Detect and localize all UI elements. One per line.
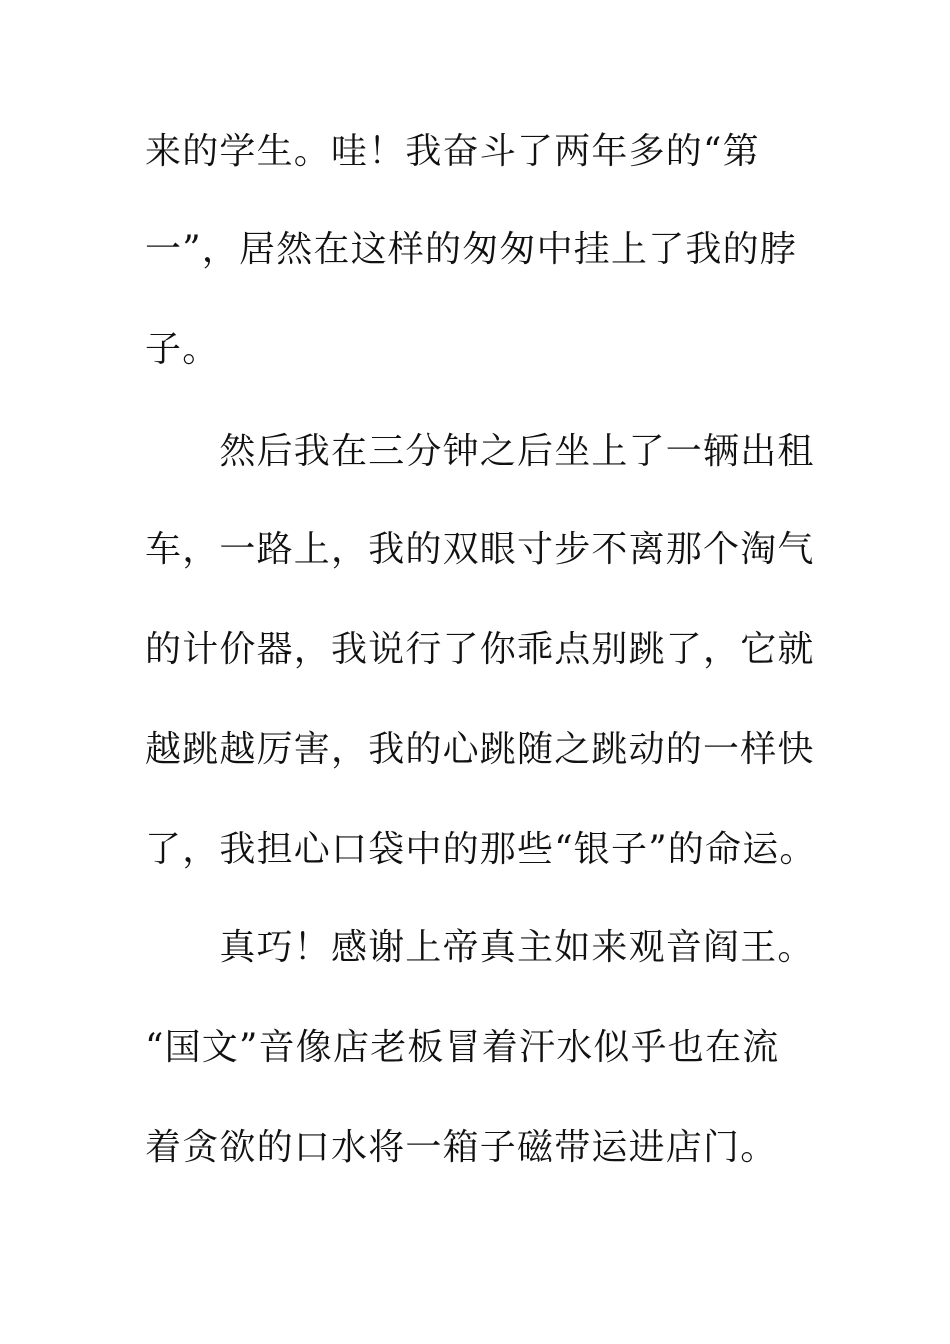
text-line-5: 车，一路上，我的双眼寸步不离那个淘气 [145, 529, 815, 570]
text-line-1: 来的学生。哇！我奋斗了两年多的“第 [145, 131, 760, 172]
text-line-3: 子。 [145, 329, 220, 370]
text-line-11: 着贪欲的口水将一箱子磁带运进店门。 [145, 1127, 778, 1168]
text-line-4: 然后我在三分钟之后坐上了一辆出租 [145, 431, 815, 472]
text-line-2: 一”，居然在这样的匆匆中挂上了我的脖 [145, 229, 798, 270]
text-line-8: 了，我担心口袋中的那些“银子”的命运。 [145, 829, 817, 870]
text-line-6: 的计价器，我说行了你乖点别跳了，它就 [145, 629, 815, 670]
text-line-10: “国文”音像店老板冒着汗水似乎也在流 [145, 1027, 780, 1068]
text-line-7: 越跳越厉害，我的心跳随之跳动的一样快 [145, 729, 815, 770]
text-line-9: 真巧！感谢上帝真主如来观音阎王。 [145, 927, 815, 968]
